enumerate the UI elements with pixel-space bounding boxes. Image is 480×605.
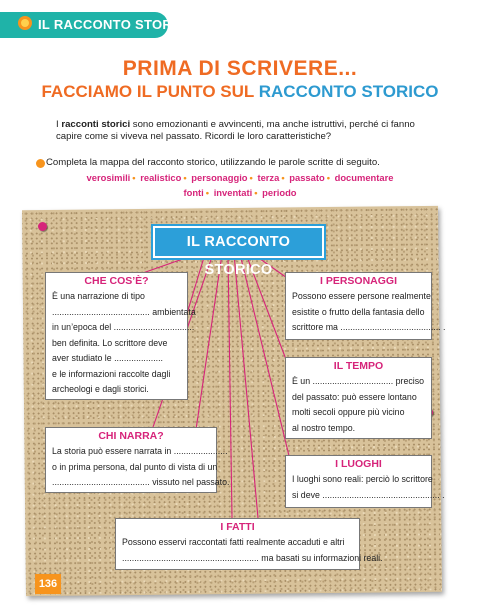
map-title: IL RACCONTO STORICO xyxy=(186,234,291,278)
box-line: ........................................ vissuto nel passato. xyxy=(52,477,230,487)
box-personaggi xyxy=(285,272,446,340)
intro-bold: racconti storici xyxy=(61,119,131,130)
box-line: aver studiato le .................... xyxy=(52,353,163,363)
box-line: Possono esservi raccontati fatti realmente accaduti e altri xyxy=(122,537,345,547)
page-title: PRIMA DI SCRIVERE... xyxy=(122,57,358,80)
box-line: molti secoli oppure più vicino xyxy=(292,407,405,417)
box-heading: CHI NARRA? xyxy=(98,430,164,442)
box-heading: IL TEMPO xyxy=(333,360,384,372)
word-bank-word: inventati xyxy=(213,187,253,198)
box-line: La storia può essere narrata in ...................... xyxy=(52,446,228,456)
box-heading: I PERSONAGGI xyxy=(319,275,397,287)
word-bank-row-1: verosimili • realistico • personaggio • terza • passato • documentare xyxy=(86,172,394,183)
word-bank-word: passato xyxy=(289,172,325,183)
box-line: ben definita. Lo scrittore deve xyxy=(52,337,168,348)
box-luoghi xyxy=(285,455,445,508)
box-line: I luoghi sono reali: perciò lo scrittore xyxy=(292,474,433,484)
page-number: 136 xyxy=(35,574,61,594)
box-line: È un ................................. preciso xyxy=(292,376,424,386)
box-line: o in prima persona, dal punto di vista di un xyxy=(52,461,218,472)
map-title-box xyxy=(153,226,324,278)
word-bank-word: fonti xyxy=(183,187,204,198)
box-chi-narra xyxy=(45,427,230,493)
box-che-cose xyxy=(45,272,196,400)
connector-line xyxy=(234,254,258,518)
box-line: scrittore ma ......................................... . xyxy=(292,322,446,332)
word-bank-word: realistico xyxy=(140,172,182,183)
box-line: archeologi e dagli storici. xyxy=(52,384,149,394)
box-line: in un’epoca del ................................. xyxy=(52,322,195,332)
box-heading: I FATTI xyxy=(220,521,255,533)
box-line: Possono essere persone realmente xyxy=(292,291,431,301)
box-line: del passato: può essere lontano xyxy=(292,391,417,402)
word-bank-row-2: fonti • inventati • periodo xyxy=(183,187,297,198)
box-line: È una narrazione di tipo xyxy=(52,291,145,301)
box-line: esistite o frutto della fantasia dello xyxy=(292,306,425,317)
intro-rest: sono emozionanti e avvincenti, ma anche istruttivi, perché ci fanno capire come si viveva nel passato. Ricordi le loro caratteristiche? xyxy=(56,119,415,142)
box-heading: CHE COS’È? xyxy=(84,275,149,287)
box-line: ........................................ ambientata xyxy=(52,306,196,317)
intro-lead: I xyxy=(56,119,62,130)
word-bank-word: documentare xyxy=(334,172,394,183)
box-line: ........................................................ ma basati su informazioni reali. xyxy=(122,552,383,563)
section-tab-label: IL RACCONTO STORICO xyxy=(38,17,197,32)
word-bank-word: periodo xyxy=(262,187,297,198)
connector-line xyxy=(240,254,290,460)
box-tempo xyxy=(285,357,432,439)
instruction-text: Completa la mappa del racconto storico, utilizzando le parole scritte di seguito. xyxy=(46,157,380,168)
word-bank-word: verosimili xyxy=(86,172,131,183)
box-heading: I LUOGHI xyxy=(335,458,382,470)
subtitle-prefix: FACCIAMO IL PUNTO SUL xyxy=(41,82,254,101)
box-line: e le informazioni raccolte dagli xyxy=(52,368,171,379)
box-fatti xyxy=(115,518,383,570)
subtitle-accent: RACCONTO STORICO xyxy=(258,82,439,101)
box-line: al nostro tempo. xyxy=(292,422,356,433)
word-bank-word: personaggio xyxy=(191,172,248,183)
box-line: si deve ................................................ . xyxy=(292,489,445,500)
word-bank-word: terza xyxy=(257,172,280,183)
